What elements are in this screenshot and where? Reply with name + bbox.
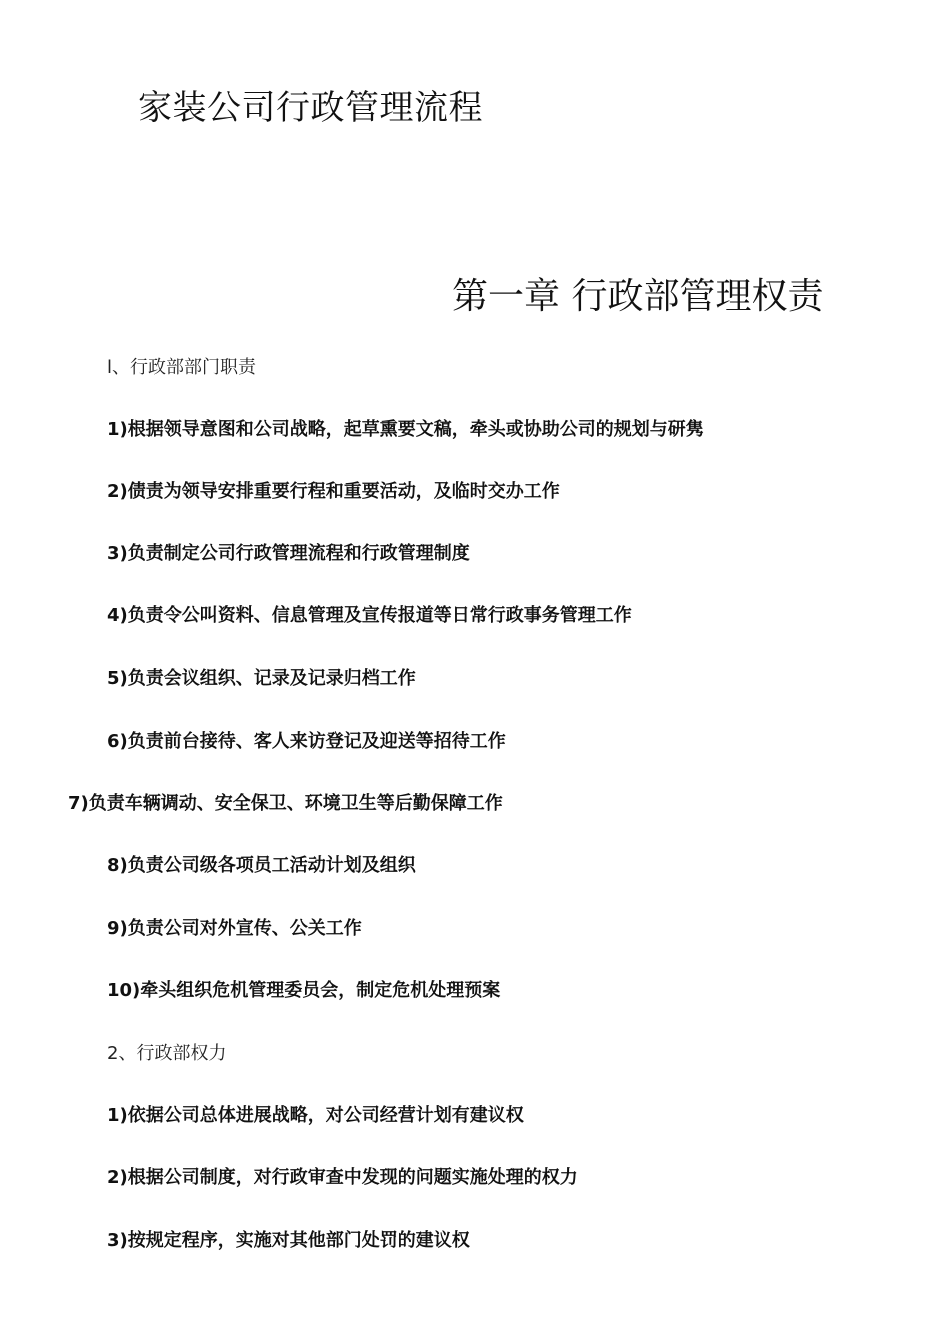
- duty-item: 1)根据领导意图和公司战略，起草熏要文稿，牵头或协助公司的规划与研隽: [107, 419, 704, 440]
- duty-item: 9)负责公司对外宣传、公关工作: [107, 918, 362, 939]
- duty-item: 8)负责公司级各项员工活动计划及组织: [107, 855, 416, 876]
- section-heading-duties: l、行政部部门职责: [107, 357, 257, 378]
- document-title: 家装公司行政管理流程: [138, 88, 483, 128]
- section-heading-authority: 2、行政部权力: [107, 1043, 227, 1064]
- chapter-title: 第一章 行政部管理权责: [452, 276, 824, 317]
- duty-item: 5)负责会议组织、记录及记录归档工作: [107, 668, 416, 689]
- authority-item: 2)根据公司制度，对行政审查中发现的问题实施处理的权力: [107, 1167, 578, 1188]
- authority-item: 1)依据公司总体进展战略，对公司经营计划有建议权: [107, 1105, 524, 1126]
- authority-item: 3)按规定程序，实施对其他部门处罚的建议权: [107, 1230, 470, 1251]
- duty-item: 2)债责为领导安排重要行程和重要活动，及临时交办工作: [107, 481, 560, 502]
- duty-item: 4)负责令公叫资料、信息管理及宣传报道等日常行政事务管理工作: [107, 605, 632, 626]
- duty-item: 7)负责车辆调动、安全保卫、环境卫生等后勤保障工作: [68, 793, 503, 814]
- duty-item: 3)负责制定公司行政管理流程和行政管理制度: [107, 543, 470, 564]
- duty-item: 10)牵头组织危机管理委员会，制定危机处理预案: [107, 980, 501, 1001]
- duty-item: 6)负责前台接待、客人来访登记及迎送等招待工作: [107, 731, 506, 752]
